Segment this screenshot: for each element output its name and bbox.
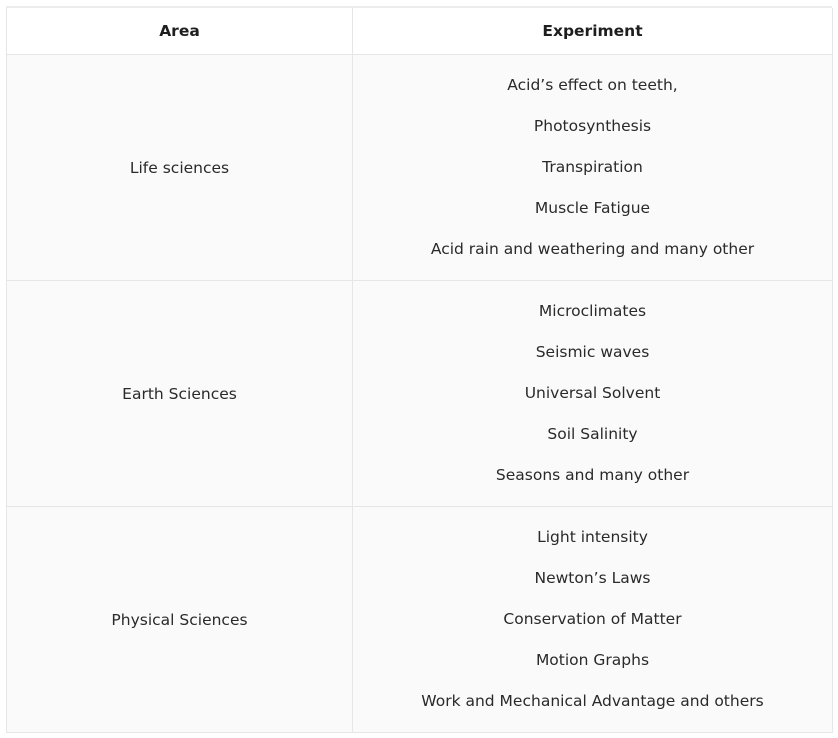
experiment-item: Newton’s Laws <box>534 569 651 587</box>
table-row-physical-sciences <box>7 507 833 733</box>
table-row-earth-sciences <box>7 281 833 507</box>
experiment-item: Universal Solvent <box>524 384 661 402</box>
science-experiments-table <box>6 8 833 733</box>
experiment-item: Acid’s effect on teeth, <box>507 76 678 94</box>
experiment-item: Acid rain and weathering and many other <box>430 240 755 258</box>
header-experiment: Experiment <box>353 8 833 55</box>
table-header-row <box>7 8 833 55</box>
experiment-item: Light intensity <box>537 528 648 546</box>
area-cell-physical-sciences: Physical Sciences <box>7 507 353 733</box>
experiments-cell-earth-sciences <box>353 281 833 507</box>
experiment-item: Transpiration <box>542 158 643 176</box>
area-cell-earth-sciences: Earth Sciences <box>7 281 353 507</box>
experiment-item: Photosynthesis <box>533 117 652 135</box>
experiment-item: Motion Graphs <box>535 651 650 669</box>
experiment-list <box>353 291 832 496</box>
experiment-item: Microclimates <box>538 302 647 320</box>
science-experiments-table-wrapper <box>6 6 832 733</box>
header-area: Area <box>7 8 353 55</box>
experiment-item: Seismic waves <box>535 343 650 361</box>
experiment-list <box>353 517 832 722</box>
table-row-life-sciences <box>7 55 833 281</box>
area-cell-life-sciences: Life sciences <box>7 55 353 281</box>
experiments-cell-life-sciences <box>353 55 833 281</box>
experiment-item: Soil Salinity <box>547 425 638 443</box>
experiment-item: Seasons and many other <box>495 466 690 484</box>
experiment-list <box>353 65 832 270</box>
experiments-cell-physical-sciences <box>353 507 833 733</box>
experiment-item: Conservation of Matter <box>503 610 682 628</box>
experiment-item: Muscle Fatigue <box>534 199 651 217</box>
experiment-item: Work and Mechanical Advantage and others <box>421 692 764 710</box>
